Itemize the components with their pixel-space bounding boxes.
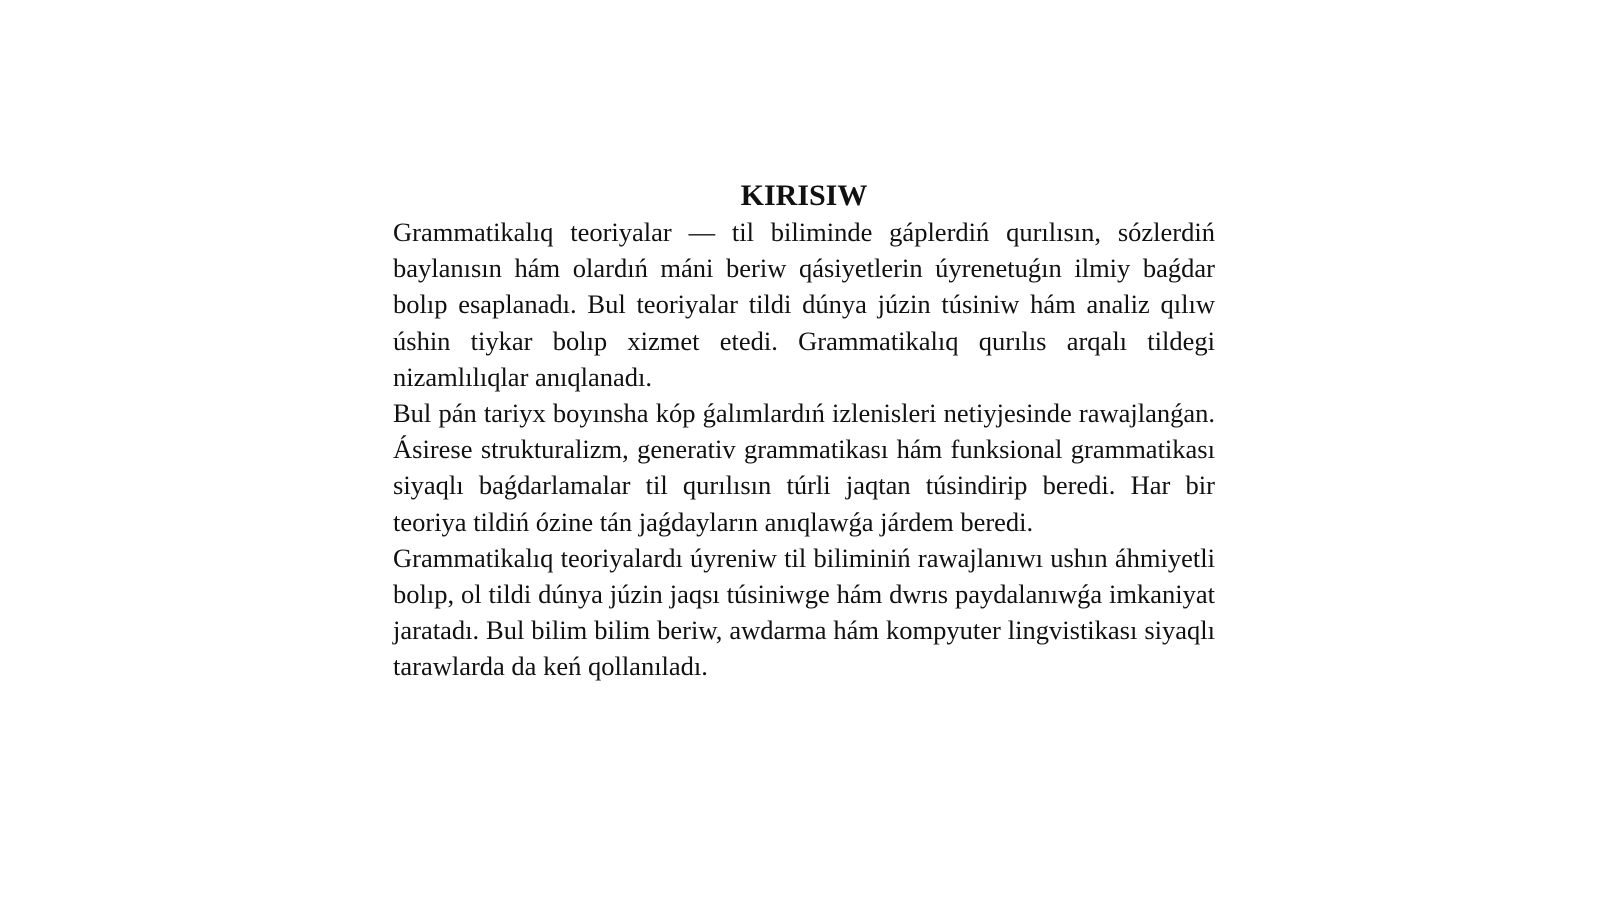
page-title: KIRISIW [740, 179, 868, 212]
document-body [393, 178, 1215, 685]
paragraph-1: Grammatikalıq teoriyalar — til biliminde gáplerdiń qurılısın, sózlerdiń baylanısın hám olardıń máni beriw qásiyetlerin úyrenetuǵın ilmiy baǵdar bolıp esaplanadı. Bul teoriyalar tildi dúnya júzin túsiniw hám analiz qılıw úshin tiykar bolıp xizmet etedi. Grammatikalıq qurılıs arqalı tildegi nizamlılıqlar anıqlanadı. [393, 217, 1215, 392]
paragraph-3: Grammatikalıq teoriyalardı úyreniw til biliminiń rawajlanıwı ushın áhmiyetli bolıp, ol tildi dúnya júzin jaqsı túsiniwge hám dwrıs paydalanıwǵa imkaniyat jaratadı. Bul bilim bilim beriw, awdarma hám kompyuter lingvistikası siyaqlı tarawlarda da keń qollanıladı. [393, 542, 1215, 682]
paragraph-2: Bul pán tariyx boyınsha kóp ǵalımlardıń izlenisleri netiyjesinde rawajlanǵan. Ásirese strukturalizm, generativ grammatikası hám funksional grammatikası siyaqlı baǵdarlamalar til qurılısın túrli jaqtan túsindirip beredi. Har bir teoriya tildiń ózine tán jaǵdayların anıqlawǵa járdem beredi. [393, 398, 1215, 537]
